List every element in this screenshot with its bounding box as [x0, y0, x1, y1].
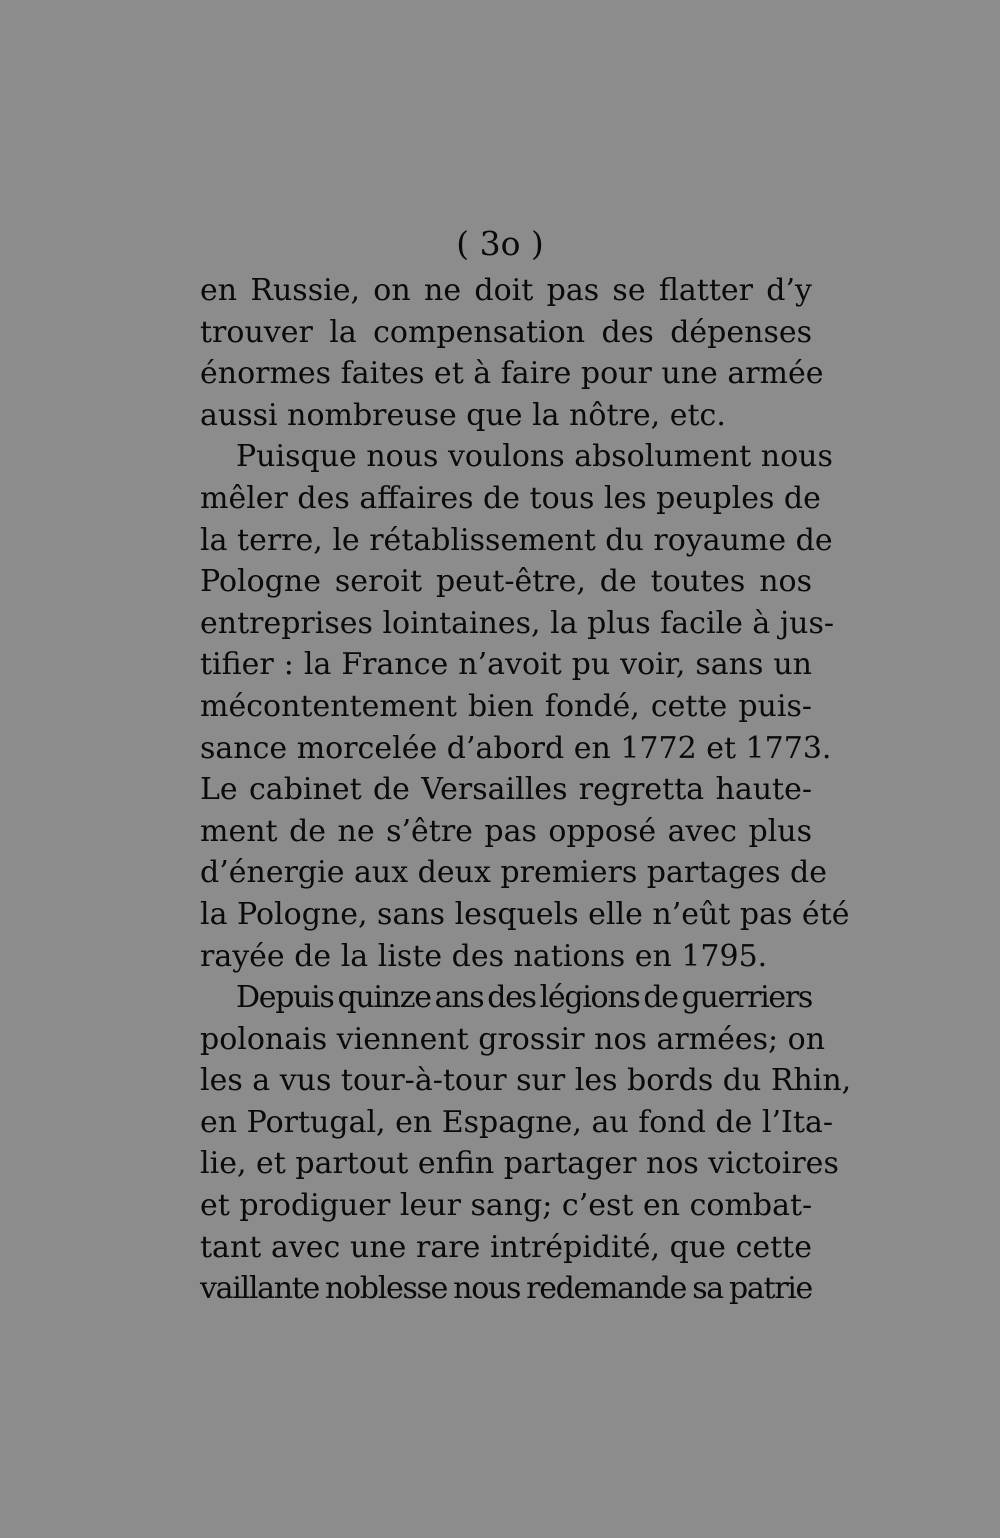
text-line: et prodiguer leur sang; c’est en combat- — [200, 1188, 813, 1224]
page-number: ( 3o ) — [456, 224, 544, 263]
text-line: tifier : la France n’avoit pu voir, sans un — [200, 647, 812, 683]
text-line: mécontentement bien fondé, cette puis- — [200, 688, 812, 724]
text-line: rayée de la liste des nations en 1795. — [200, 938, 768, 974]
text-line: entreprises lointaines, la plus facile à jus- — [200, 605, 835, 641]
text-line: sance morcelée d’abord en 1772 et 1773. — [200, 730, 832, 766]
text-line: énormes faites et à faire pour une armée — [200, 356, 824, 392]
text-line: lie, et partout enfin partager nos victoires — [200, 1146, 839, 1182]
text-line: vaillante noblesse nous redemande sa patrie — [200, 1271, 812, 1307]
text-line: trouver la compensation des dépenses — [200, 314, 812, 350]
body-text — [200, 270, 852, 1310]
text-line: mêler des affaires de tous les peuples de — [200, 480, 821, 516]
text-line: d’énergie aux deux premiers partages de — [200, 855, 827, 891]
text-line: Puisque nous voulons absolument nous — [236, 439, 833, 475]
text-line: tant avec une rare intrépidité, que cette — [200, 1229, 812, 1265]
text-line: Pologne seroit peut-être, de toutes nos — [200, 564, 812, 600]
text-line: la Pologne, sans lesquels elle n’eût pas été — [200, 896, 850, 932]
text-line: Depuis quinze ans des légions de guerriers — [236, 980, 812, 1016]
text-line: aussi nombreuse que la nôtre, etc. — [200, 397, 726, 433]
text-line: ment de ne s’être pas opposé avec plus — [200, 813, 812, 849]
text-line: Le cabinet de Versailles regretta haute- — [200, 772, 812, 808]
text-line: en Russie, on ne doit pas se flatter d’y — [200, 273, 812, 308]
text-line: la terre, le rétablissement du royaume de — [200, 522, 833, 558]
text-line: polonais viennent grossir nos armées; on — [200, 1021, 826, 1057]
text-line: en Portugal, en Espagne, au fond de l’Ita- — [200, 1104, 833, 1140]
text-line: les a vus tour-à-tour sur les bords du Rhin, — [200, 1063, 852, 1099]
